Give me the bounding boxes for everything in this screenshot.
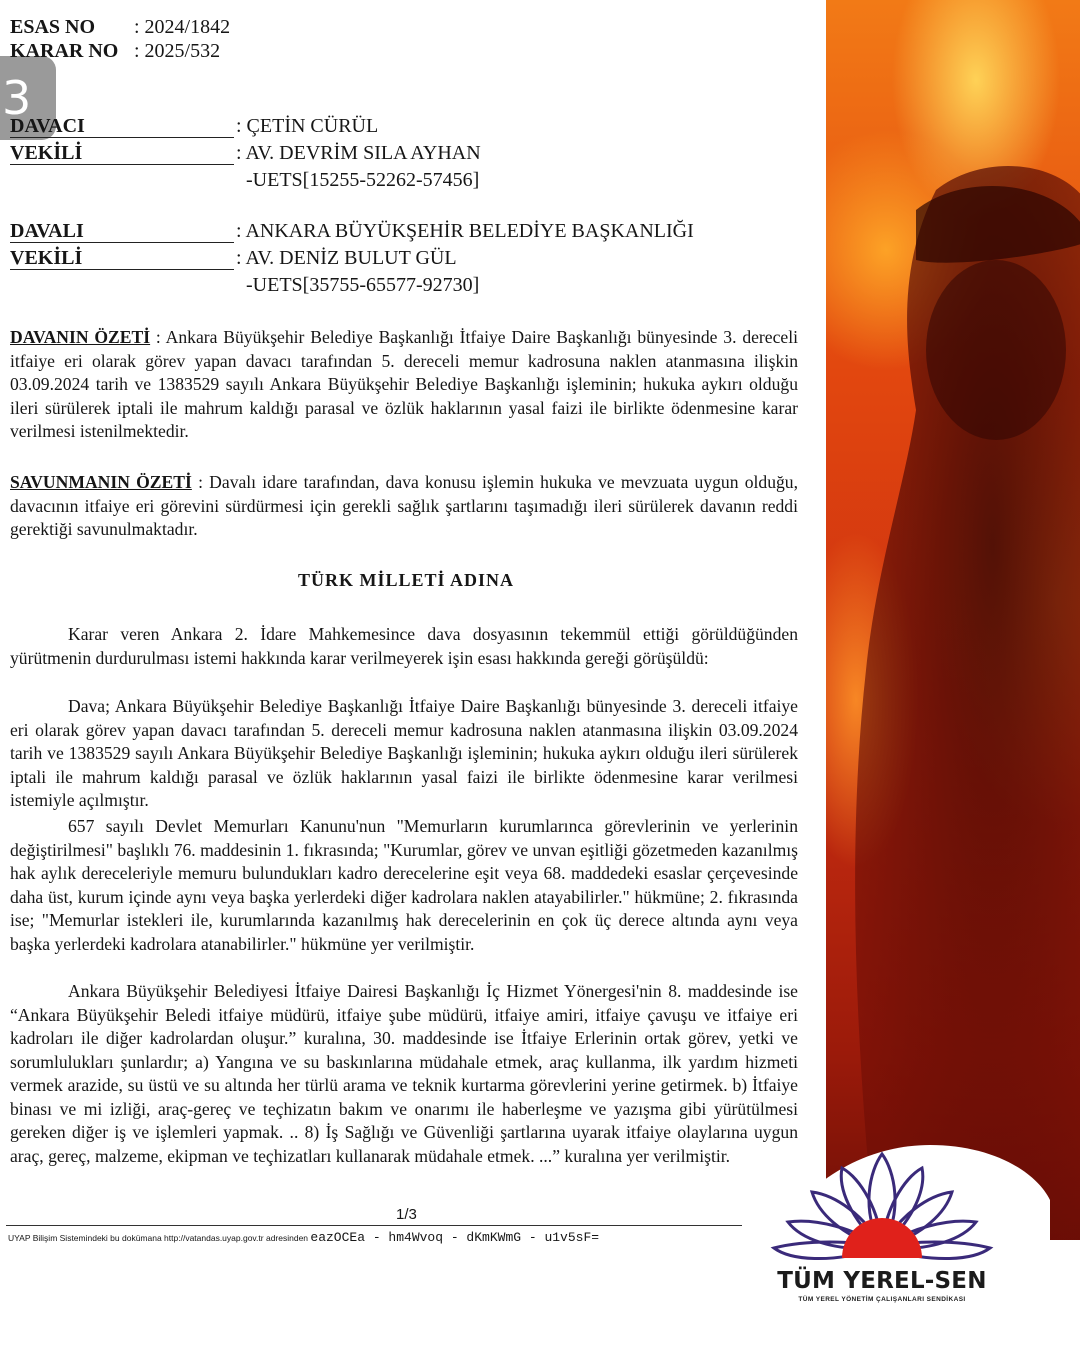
esas-no-label: ESAS NO	[10, 16, 96, 38]
davaci-value: : ÇETİN CÜRÜL	[236, 115, 379, 137]
uyap-footer	[8, 1230, 744, 1245]
page-badge: 3	[0, 56, 56, 140]
davali-vekil-label: VEKİLİ	[10, 247, 234, 270]
davaci-uets: -UETS[15255-52262-57456]	[246, 169, 480, 191]
section-title: TÜRK MİLLETİ ADINA	[297, 570, 515, 590]
davali-vekil-value: : AV. DENİZ BULUT GÜL	[236, 247, 457, 269]
savunma-summary-text: : Davalı idare tarafından, dava konusu işlemin hukuka ve mevzuata uygun olduğu, davacının itfaiye eri görevini sürdürmesi için gerekli sağlık şartlarını taşımadığı ileri sürülerek davanın reddi gerektiği savunulmaktadır.	[10, 472, 798, 539]
footer-code: eazOCEa - hm4Wvoq - dKmKWmG - u1v5sF=	[310, 1230, 600, 1245]
footer-text: UYAP Bilişim Sistemindeki bu dokümana http://vatandas.uyap.gov.tr adresinden	[8, 1233, 309, 1243]
karar-no-label: KARAR NO	[10, 40, 119, 62]
davaci-vekil-label: VEKİLİ	[10, 142, 234, 165]
firefighter-silhouette-icon	[846, 150, 1080, 1240]
davali-value: : ANKARA BÜYÜKŞEHİR BELEDİYE BAŞKANLIĞI	[236, 220, 694, 242]
logo-subtitle: TÜM YEREL YÖNETİM ÇALIŞANLARI SENDİKASI	[798, 1296, 966, 1303]
page-number: 1/3	[396, 1206, 417, 1223]
davaci-label: DAVACI	[10, 115, 234, 138]
dava-summary-text: : Ankara Büyükşehir Belediye Başkanlığı İtfaiye Daire Başkanlığı bünyesinde 3. dereceli itfaiye eri olarak görev yapan davacı tarafından 5. dereceli memur kadrosuna naklen atanmasına ilişkin 03.09.2024 tarih ve 1383529 sayılı Ankara Büyükşehir Belediye Başkanlığı işleminin; hukuka aykırı olduğu ileri sürülerek iptali ile mahrum kaldığı parasal ve özlük haklarının yasal faizi ile birlikte ödenmesine karar verilmesi istenilmektedir.	[10, 327, 798, 441]
paragraph-4: Ankara Büyükşehir Belediyesi İtfaiye Dairesi Başkanlığı İç Hizmet Yönergesi'nin 8. maddesinde ise “Ankara Büyükşehir Beledi itfaiye müdürü, itfaiye şube müdürü, itfaiye amiri, itfaiye çavuşu ve itfaiye eri kadroları ile diğer kadrolardan oluşur.” kuralına, 30. maddesinde ise İtfaiye Erlerinin ortak görev, yetki ve sorumlulukları şunlardır; a) Yangına ve su baskınlarına müdahale etmek, araç kullanma, ilk yardım hizmeti vermek arazide, su üstü ve su altında her türlü arama ve teknik kurtarma görevlerini yerine getirmek. b) İtfaiye binası ve mi izliği, araç-gereç ve teçhizatın bakım ve onarımı ile haberleşme ve yazışma gibi yürütülmesi gereken diğer iş ve işlemleri yapmak. .. 8) İş Sağlığı ve Güvenliği şartlarına uyarak itfaiye olaylarına uygun araç, gereç, malzeme, ekipman ve teçhizatları kullanarak müdahale etmek. ...” kuralına yer verilmiştir.	[10, 981, 798, 1166]
union-logo-icon	[760, 1140, 1050, 1270]
davali-label: DAVALI	[10, 220, 234, 243]
dava-summary-label: DAVANIN ÖZETİ	[10, 327, 151, 347]
logo-name: TÜM YEREL-SEN	[777, 1268, 987, 1294]
davali-uets: -UETS[35755-65577-92730]	[246, 274, 480, 296]
paragraph-3: 657 sayılı Devlet Memurları Kanunu'nun "Memurların kurumlarınca görevlerinin ve yerlerinin değiştirilmesi" başlıklı 76. maddesinin 1. fıkrasında; "Kurumlar, görev ve unvan eşitliği gözetmeden kazanılmış hak aylık dereceleriyle memuru bulundukları kadro derecelerine eşit veya 68. maddedeki esaslar çerçevesinde daha üst, kurum içinde aynı veya başka yerlerdeki diğer kadrolara naklen atayabilirler." hükmüne; 2. fıkrasında ise; "Memurlar istekleri ile, kurumlarında kazanılmış hak derecelerinin en çok üç derece altında aynı veya başka yerlerdeki kadrolara atanabilirler." hükmüne yer verilmiştir.	[10, 816, 798, 954]
esas-no-value: : 2024/1842	[134, 16, 231, 38]
firefighter-photo	[826, 0, 1080, 1240]
savunma-summary-label: SAVUNMANIN ÖZETİ	[10, 472, 192, 492]
karar-no-value: : 2025/532	[134, 40, 221, 62]
davaci-vekil-value: : AV. DEVRİM SILA AYHAN	[236, 142, 481, 164]
footer-divider	[6, 1225, 742, 1226]
paragraph-1: Karar veren Ankara 2. İdare Mahkemesince dava dosyasının tekemmül ettiği görüldüğünden yürütmenin durdurulması istemi hakkında karar verilmeyerek işin esası hakkında gereği görüşüldü:	[10, 624, 798, 668]
dava-summary	[10, 326, 798, 444]
paragraph-2: Dava; Ankara Büyükşehir Belediye Başkanlığı İtfaiye Daire Başkanlığı bünyesinde 3. dereceli itfaiye eri olarak görev yapan davacı tarafından 5. dereceli memur kadrosuna naklen atanmasına ilişkin 03.09.2024 tarih ve 1383529 sayılı Ankara Büyükşehir Belediye Başkanlığı işleminin; hukuka aykırı olduğu ileri sürülerek iptali ile mahrum kaldığı parasal ve özlük haklarının yasal faizi ile birlikte ödenmesine karar verilmesi istemiyle açılmıştır.	[10, 696, 798, 810]
savunma-summary	[10, 471, 798, 542]
